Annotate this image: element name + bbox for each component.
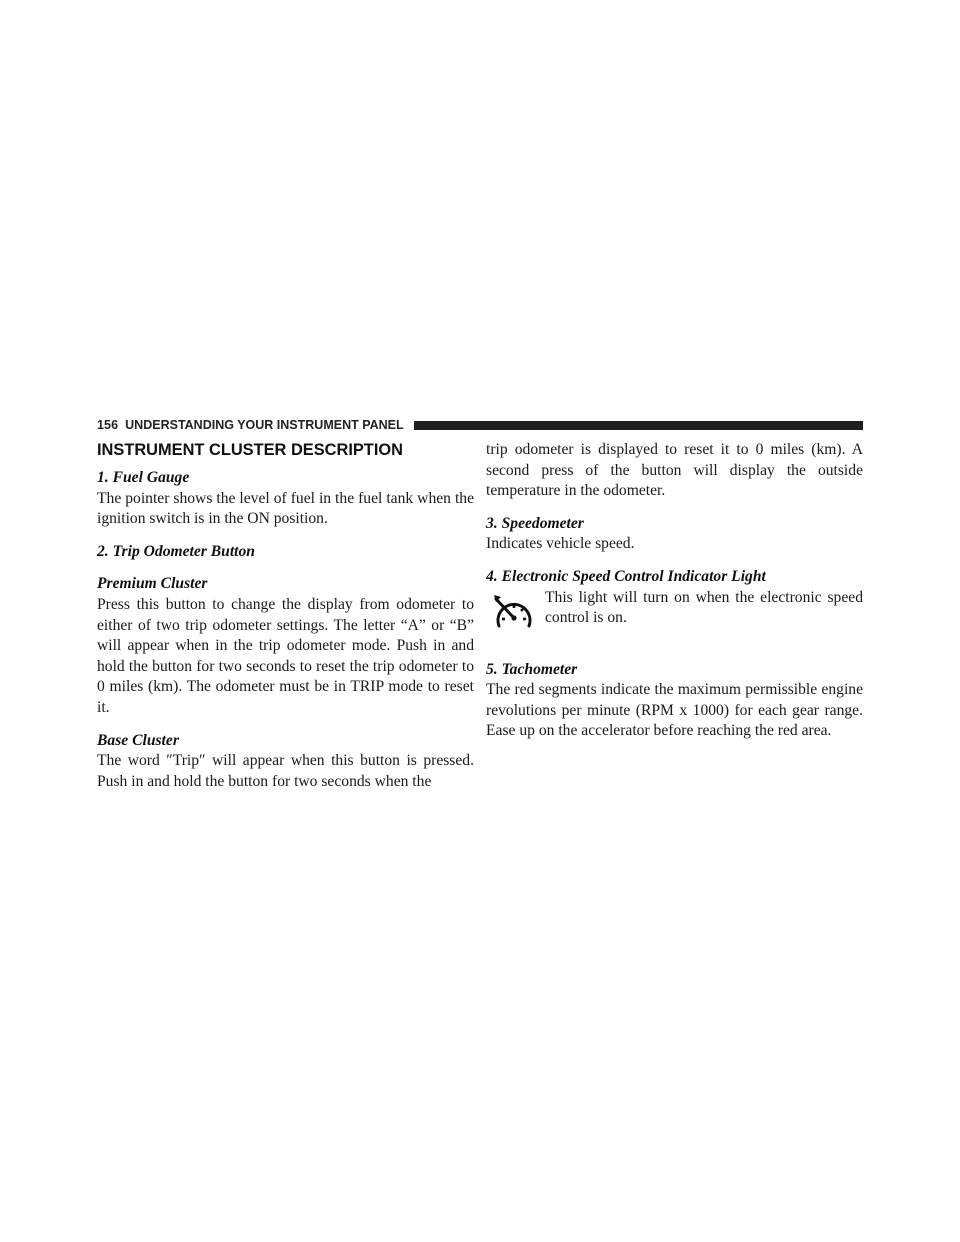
base-cluster-text: The word ″Trip″ will appear when this button is pressed. Push in and hold the button for two seconds when the [97, 752, 474, 790]
fuel-gauge-text: The pointer shows the level of fuel in the fuel tank when the ignition switch is in the ON position. [97, 489, 474, 528]
premium-cluster-heading: Premium Cluster [97, 575, 208, 593]
section-title: UNDERSTANDING YOUR INSTRUMENT PANEL [125, 418, 404, 432]
trip-button-heading: 2. Trip Odometer Button [97, 542, 255, 560]
page-header [97, 418, 863, 432]
premium-cluster-text: Press this button to change the display from odometer to either of two trip odometer settings. The letter “A” or “B” will appear when in the trip odometer mode. Push in and hold the button for two seconds to reset the trip odometer to 0 miles (km). The odometer must be in TRIP mode to reset it. [97, 595, 474, 716]
speed-control-text: This light will turn on when the electronic speed control is on. [545, 588, 863, 627]
tachometer-text: The red segments indicate the maximum permissible engine revolutions per minute (RPM x 1000) for each gear range. Ease up on the accelerator before reaching the red area. [486, 681, 863, 740]
speed-control-heading: 4. Electronic Speed Control Indicator Light [486, 567, 766, 585]
speed-control-block [486, 588, 863, 636]
base-cluster-text-continued: trip odometer is displayed to reset it to 0 miles (km). A second press of the button will display the outside temperature in the odometer. [486, 441, 863, 500]
left-column [97, 440, 474, 792]
speedometer-heading: 3. Speedometer [486, 514, 584, 532]
base-cluster-heading: Base Cluster [97, 731, 179, 749]
right-column [486, 440, 863, 742]
fuel-gauge-heading: 1. Fuel Gauge [97, 469, 190, 486]
header-rule [414, 421, 863, 430]
speedometer-icon [492, 593, 536, 633]
tachometer-heading: 5. Tachometer [486, 660, 578, 678]
speedometer-text: Indicates vehicle speed. [486, 535, 635, 553]
page-number: 156 [97, 418, 119, 432]
page-title: INSTRUMENT CLUSTER DESCRIPTION [97, 441, 403, 459]
